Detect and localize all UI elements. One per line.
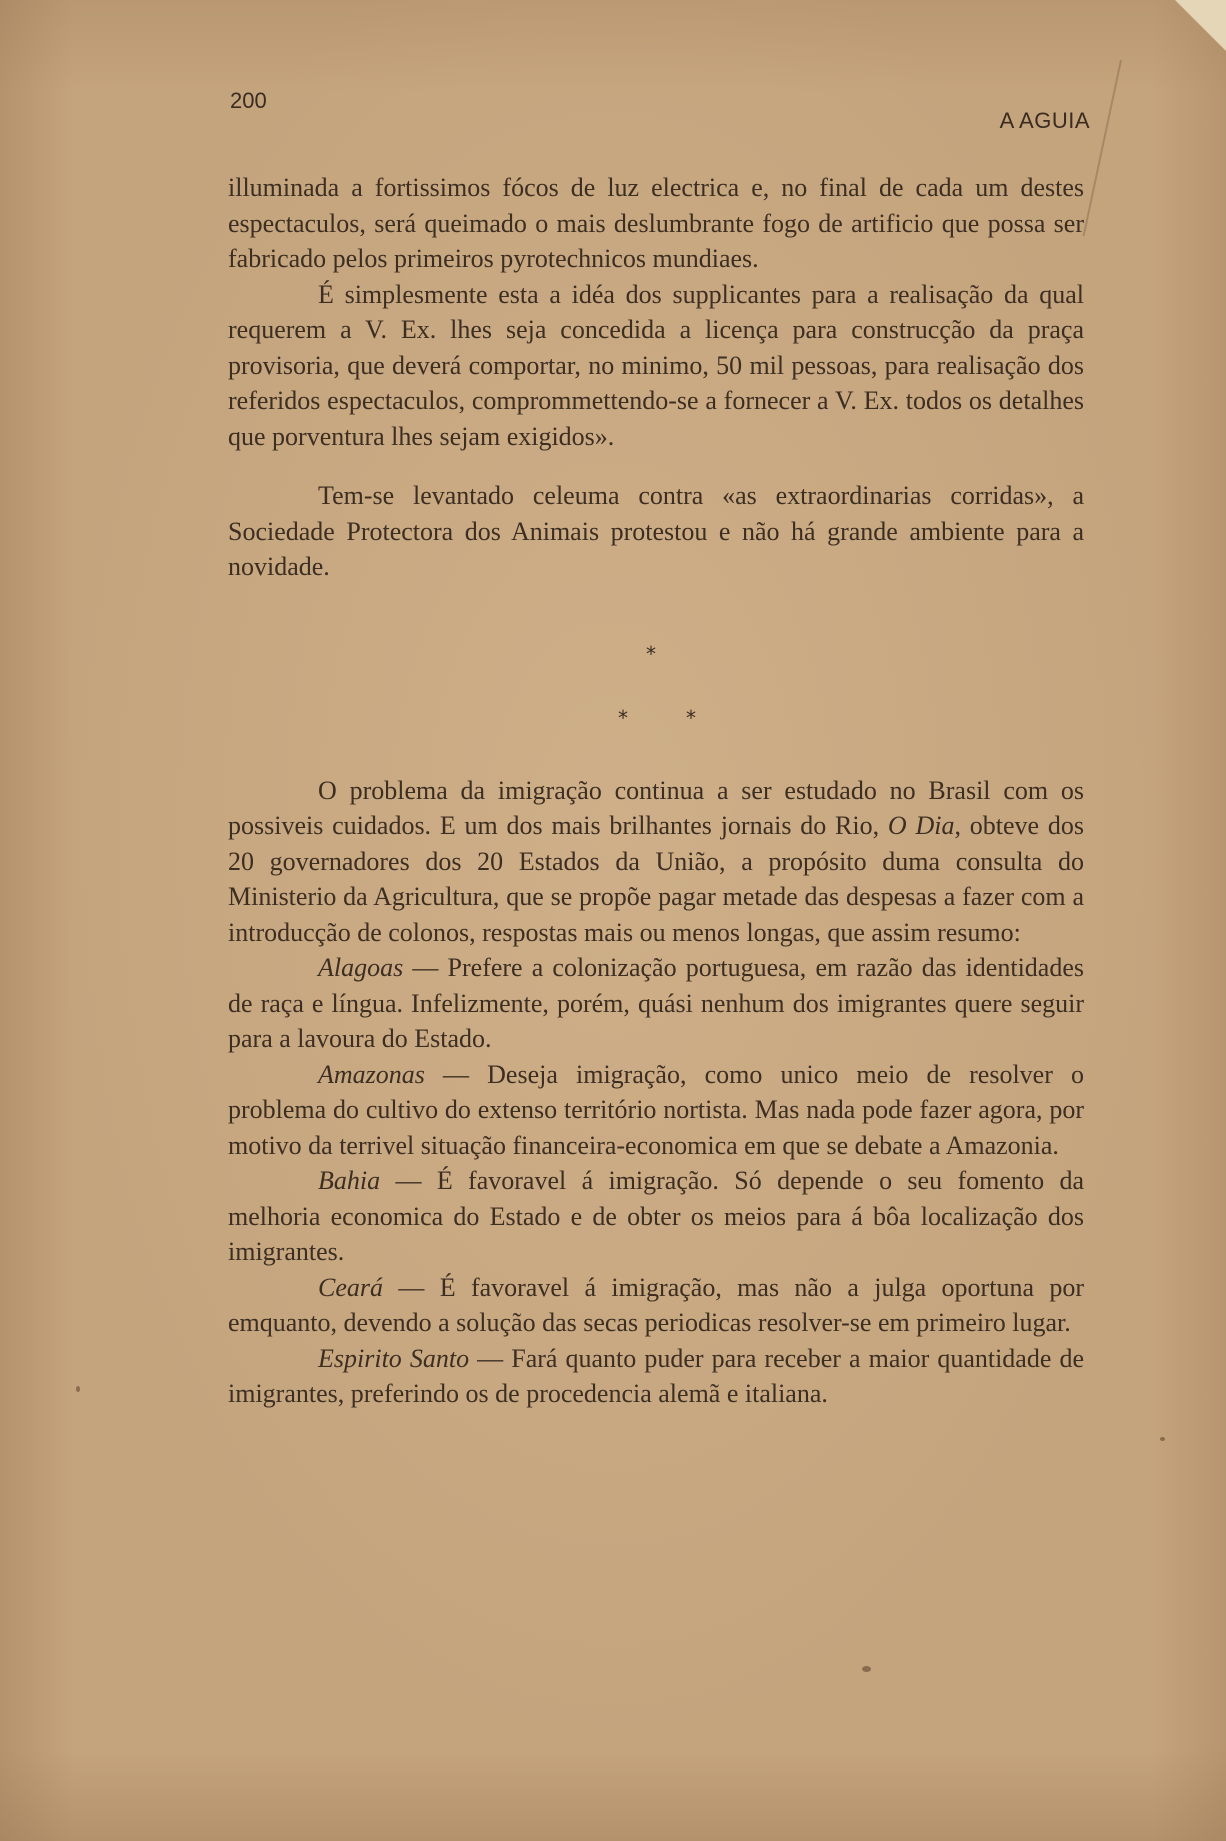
asterism-separator — [228, 603, 1084, 763]
ink-spot — [76, 1386, 80, 1392]
state-entry — [228, 1270, 1084, 1341]
page-corner-fold — [1166, 0, 1226, 60]
state-text: — Prefere a colonização portuguesa, em razão das identidades de raça e língua. Infelizmente, porém, quási nenhum dos imigrantes quere seguir para a lavoura do Estado. — [228, 953, 1084, 1053]
paragraph: illuminada a fortissimos fócos de luz electrica e, no final de cada um destes espectaculos, será queimado o mais deslumbrante fogo de artificio que possa ser fabricado pelos primeiros pyrotechnicos mundiaes. — [228, 173, 1084, 273]
state-name: Bahia — [318, 1166, 381, 1195]
paragraph-text: , obteve dos 20 governadores dos 20 Estados da União, a propósito duma consulta do Ministerio da Agricultura, que se propõe pagar metade das despesas a fazer com a introducção de colonos, respostas mais ou menos longas, que assim resumo: — [228, 811, 1084, 947]
asterism-star: * — [646, 641, 656, 666]
state-entry — [228, 1163, 1084, 1270]
paragraph: É simplesmente esta a idéa dos supplicantes para a realisação da qual requerem a V. Ex. lhes seja concedida a licença para construcção da praça provisoria, que deverá comportar, no minimo, 50 mil pessoas, para realisação dos referidos espectaculos, comprommettendo-se a fornecer a V. Ex. todos os detalhes que porventura lhes sejam exigidos». — [228, 279, 1084, 451]
state-name: Ceará — [318, 1272, 383, 1302]
state-entry — [228, 1057, 1084, 1164]
state-name: Amazonas — [318, 1059, 425, 1089]
page-header — [230, 86, 1090, 133]
paragraph-text: O problema da imigração continua a ser estudado no Brasil com os possiveis cuidados. E um dos mais brilhantes jornais do Rio, — [228, 775, 1084, 840]
state-entry — [228, 950, 1084, 1057]
ink-spot — [862, 1666, 871, 1672]
paragraph: Tem-se levantado celeuma contra «as extraordinarias corridas», a Sociedade Protectora dos Animais protestou e não há grande ambiente para a novidade. — [228, 481, 1084, 581]
page-number: 200 — [230, 88, 267, 113]
state-text: — Deseja imigração, como unico meio de resolver o problema do cultivo do extenso território nortista. Mas nada pode fazer agora, por motivo da terrivel situação financeira-economica em que se debate a Amazonia. — [228, 1059, 1084, 1160]
body-text — [228, 170, 1084, 1412]
paragraph — [228, 773, 1084, 951]
newspaper-title: O Dia — [887, 811, 955, 840]
state-text: — Fará quanto puder para receber a maior quantidade de imigrantes, preferindo os de procedencia alemã e italiana. — [228, 1343, 1085, 1408]
running-head: A AGUIA — [999, 108, 1090, 133]
state-name: Alagoas — [318, 953, 404, 982]
asterism-star: * — [618, 705, 628, 730]
state-text: — É favoravel á imigração. Só depende o seu fomento da melhoria economica do Estado e de obter os meios para á bôa localização dos imigrantes. — [228, 1166, 1084, 1266]
asterism-star: * — [686, 705, 696, 730]
state-name: Espirito Santo — [318, 1343, 470, 1373]
state-entry — [228, 1341, 1084, 1412]
state-text: — É favoravel á imigração, mas não a julga oportuna por emquanto, devendo a solução das secas periodicas resolver-se em primeiro lugar. — [228, 1272, 1084, 1337]
ink-spot — [1160, 1437, 1165, 1441]
